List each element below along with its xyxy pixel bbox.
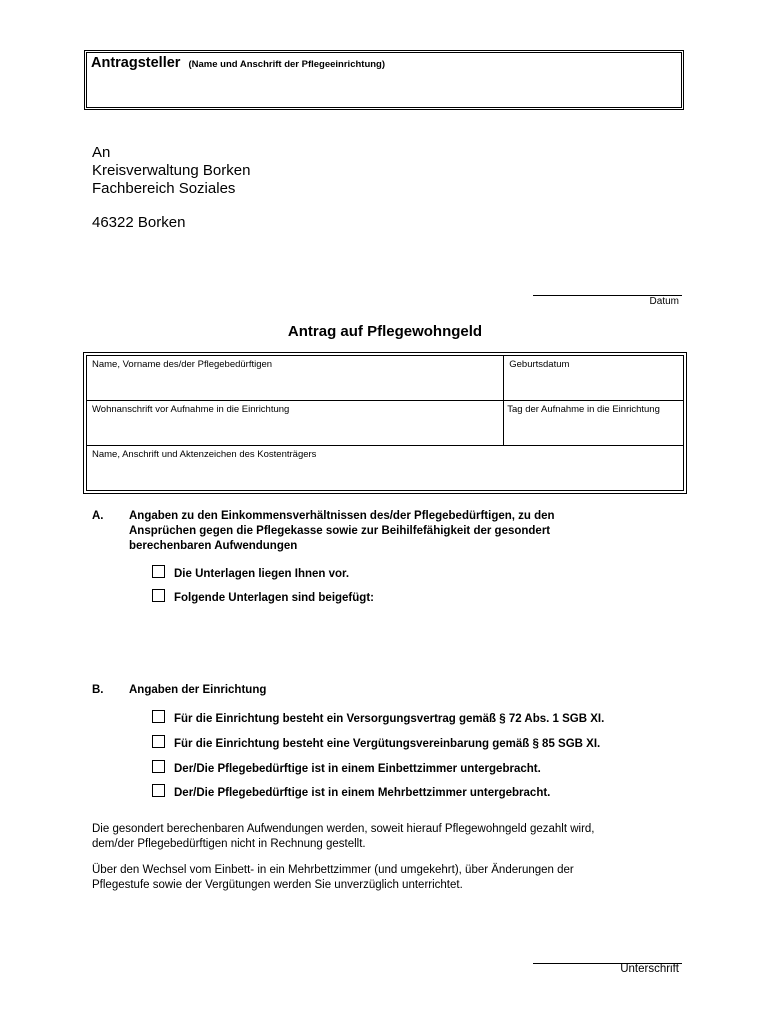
option-label: Folgende Unterlagen sind beigefügt: — [174, 591, 374, 604]
option-care-contract — [152, 712, 604, 725]
date-label: Datum — [649, 296, 679, 307]
recipient-line-4: 46322 Borken — [92, 214, 186, 231]
paragraph-notification — [92, 863, 574, 893]
cost-bearer-field[interactable] — [87, 446, 684, 491]
checkbox[interactable] — [152, 710, 165, 723]
option-remuneration-agreement — [152, 737, 600, 750]
paragraph-line: Pflegestufe sowie der Vergütungen werden Sie unverzüglich unterrichtet. — [92, 879, 463, 891]
option-label: Der/Die Pflegebedürftige ist in einem Mehrbettzimmer untergebracht. — [174, 786, 551, 799]
section-b-letter: B. — [92, 684, 104, 696]
option-multi-bed-room — [152, 786, 550, 799]
section-a-heading — [129, 509, 555, 554]
form-title: Antrag auf Pflegewohngeld — [287, 323, 483, 340]
recipient-line-2: Kreisverwaltung Borken — [92, 162, 251, 179]
birthdate-field[interactable] — [504, 356, 684, 401]
checkbox[interactable] — [152, 589, 165, 602]
paragraph-line: Die gesondert berechenbaren Aufwendungen werden, soweit hierauf Pflegewohngeld gezahlt wird, — [92, 823, 595, 835]
name-field[interactable] — [87, 356, 504, 401]
section-a-heading-line: berechenbaren Aufwendungen — [129, 540, 298, 552]
option-label: Für die Einrichtung besteht eine Vergütungsvereinbarung gemäß § 85 SGB XI. — [174, 737, 601, 750]
option-documents-available — [152, 567, 349, 580]
admission-date-field[interactable] — [504, 401, 684, 446]
section-a-letter: A. — [92, 510, 104, 522]
checkbox[interactable] — [152, 760, 165, 773]
recipient-line-3: Fachbereich Soziales — [92, 180, 236, 197]
section-a-heading-line: Angaben zu den Einkommensverhältnissen des/der Pflegebedürftigen, zu den — [129, 510, 555, 522]
option-label: Für die Einrichtung besteht ein Versorgungsvertrag gemäß § 72 Abs. 1 SGB XI. — [174, 712, 605, 725]
recipient-line-1: An — [92, 144, 111, 161]
paragraph-costs — [92, 822, 595, 852]
paragraph-line: dem/der Pflegebedürftigen nicht in Rechnung gestellt. — [92, 838, 366, 850]
birthdate-field-label: Geburtsdatum — [509, 359, 570, 370]
checkbox[interactable] — [152, 735, 165, 748]
option-label: Der/Die Pflegebedürftige ist in einem Einbettzimmer untergebracht. — [174, 762, 541, 775]
option-documents-attached — [152, 591, 374, 604]
applicant-title: Antragsteller — [91, 55, 181, 71]
table-row — [87, 401, 684, 446]
applicant-subtitle: (Name und Anschrift der Pflegeeinrichtung) — [188, 59, 386, 70]
section-a-heading-line: Ansprüchen gegen die Pflegekasse sowie zur Beihilfefähigkeit der gesondert — [129, 525, 551, 537]
applicant-box — [86, 52, 682, 108]
address-field[interactable] — [87, 401, 504, 446]
recipient-address — [92, 144, 250, 232]
admission-date-field-label: Tag der Aufnahme in die Einrichtung — [507, 404, 660, 415]
name-field-label: Name, Vorname des/der Pflegebedürftigen — [92, 359, 273, 370]
option-single-room — [152, 762, 541, 775]
table-row — [87, 356, 684, 401]
cost-bearer-field-label: Name, Anschrift und Aktenzeichen des Kostenträgers — [92, 449, 317, 460]
address-field-label: Wohnanschrift vor Aufnahme in die Einrichtung — [92, 404, 290, 415]
signature-label: Unterschrift — [620, 963, 679, 975]
paragraph-line: Über den Wechsel vom Einbett- in ein Mehrbettzimmer (und umgekehrt), über Änderungen der — [92, 864, 574, 876]
checkbox[interactable] — [152, 565, 165, 578]
table-row — [87, 446, 684, 491]
checkbox[interactable] — [152, 784, 165, 797]
section-b-heading: Angaben der Einrichtung — [129, 684, 267, 696]
applicant-heading — [91, 55, 385, 71]
option-label: Die Unterlagen liegen Ihnen vor. — [174, 567, 350, 580]
applicant-data-table — [86, 355, 684, 491]
